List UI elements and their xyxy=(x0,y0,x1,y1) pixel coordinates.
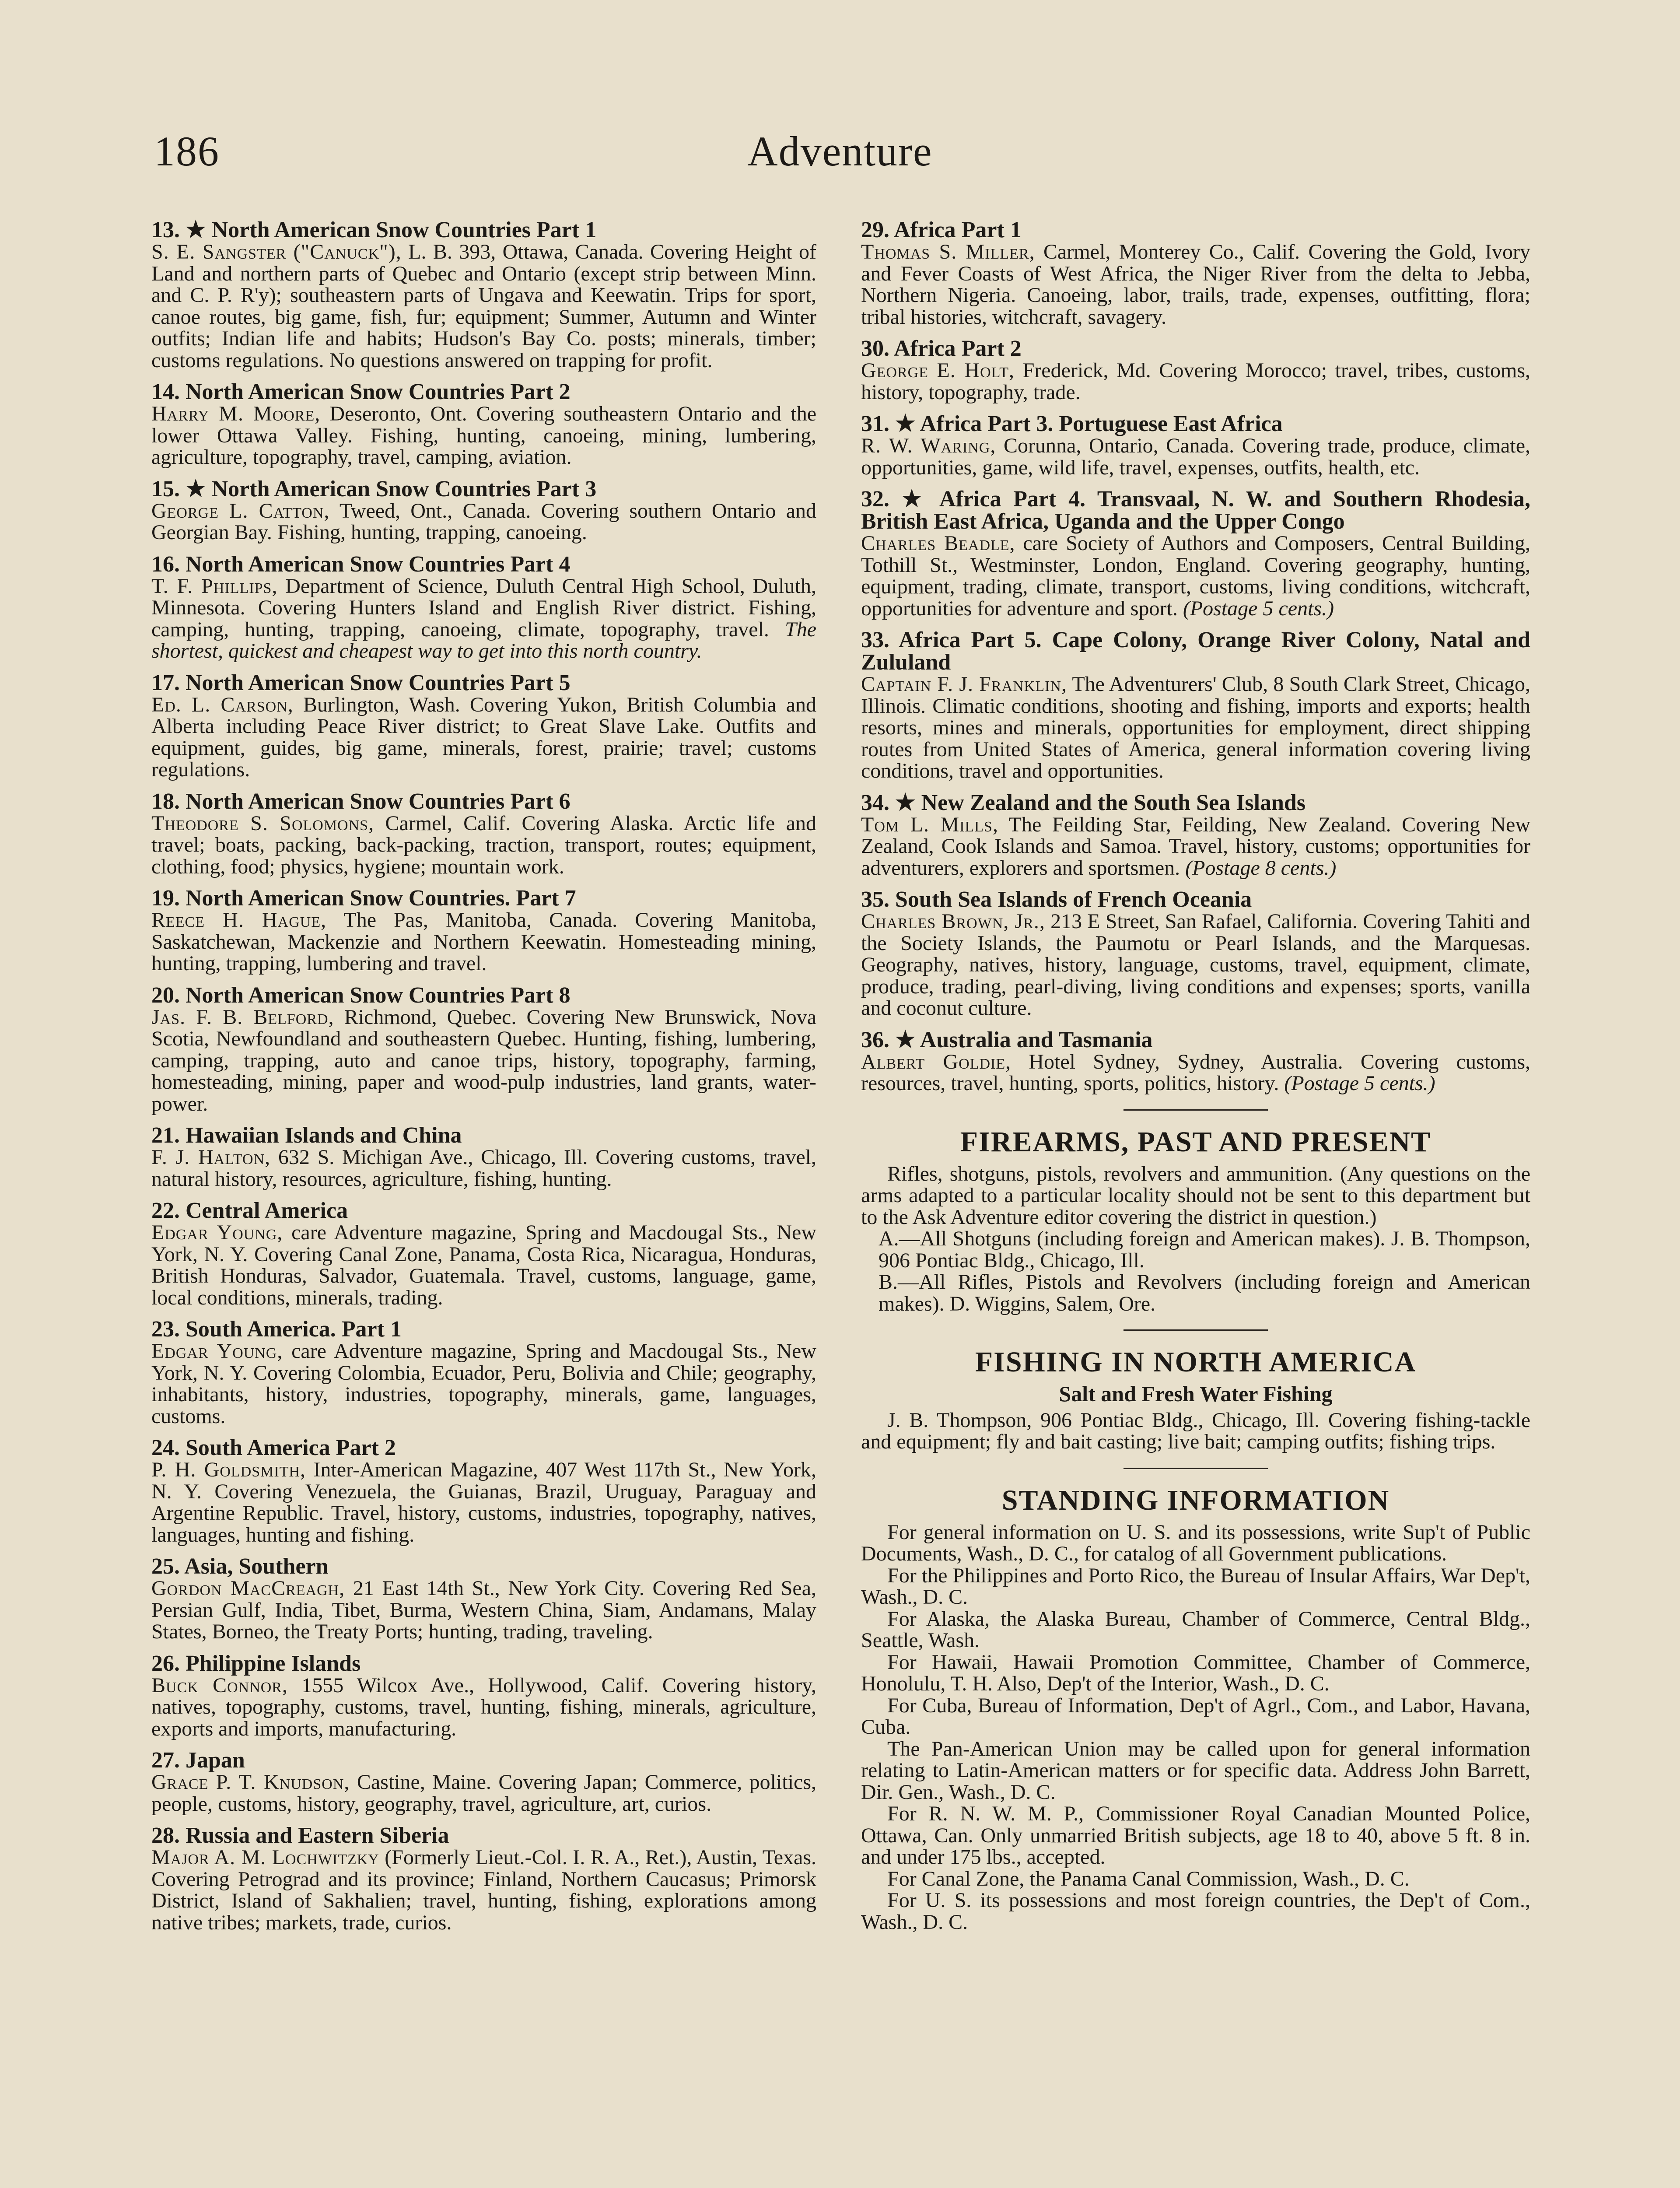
entry-number: 31. xyxy=(861,411,889,436)
divider-rule xyxy=(1124,1109,1268,1111)
standing-info-item: For Alaska, the Alaska Bureau, Chamber of Commerce, Central Bldg., Seattle, Wash. xyxy=(861,1607,1530,1652)
entry-heading: Africa Part 2 xyxy=(894,336,1022,361)
directory-entry xyxy=(861,219,1530,328)
entry-body xyxy=(151,1340,816,1427)
entry-italic-note: The shortest, quickest and cheapest way to get into this north country. xyxy=(151,617,817,663)
entry-heading: North American Snow Countries Part 6 xyxy=(186,789,570,814)
entry-title xyxy=(151,984,816,1006)
entry-heading: North American Snow Countries Part 4 xyxy=(186,551,570,577)
fishing-section xyxy=(861,1346,1530,1453)
entry-number: 19. xyxy=(151,886,180,911)
entry-number: 36. xyxy=(861,1027,889,1052)
firearms-heading: FIREARMS, PAST AND PRESENT xyxy=(960,1126,1432,1158)
entry-author: Harry M. Moore, xyxy=(151,402,321,425)
entry-body xyxy=(861,911,1530,1019)
entry-title xyxy=(861,219,1530,241)
firearms-item-a: A.—All Shotguns (including foreign and American makes). J. B. Thompson, 906 Pontiac Bldg., Chicago, Ill. xyxy=(878,1227,1530,1272)
standing-info-item: For general information on U. S. and its possessions, write Sup't of Public Documents, Wash., D. C., for catalog of all Government publications. xyxy=(861,1520,1530,1565)
entry-heading: Central America xyxy=(186,1198,348,1223)
entry-postage: (Postage 5 cents.) xyxy=(1284,1072,1435,1095)
entry-title xyxy=(151,1124,816,1147)
entry-text: L. B. 393, Ottawa, Canada. Covering Height of Land and northern parts of Quebec and Ontario (except strip between Minn. and C. P. R'y); southeastern parts of Ungava and Keewatin. Trips for sport, canoe routes, big game, fish, fur; equipment; Summer, Autumn and Winter outfits; Indian life and habits; Hudson's Bay Co. posts; minerals, timber; customs regulations. No questions answered on trapping for profit. xyxy=(151,240,816,372)
entry-title xyxy=(861,1029,1530,1051)
entry-heading: South America. Part 1 xyxy=(186,1317,402,1342)
entry-number: 25. xyxy=(151,1554,180,1579)
entry-text: (Formerly Lieut.-Col. I. R. A., Ret.), Austin, Texas. Covering Petrograd and its province; Finland, Northern Caucasus; Primorsk District, Island of Sakhalien; travel, hunting, fishing, explorations among native tribes; markets, trade, curios. xyxy=(151,1846,817,1934)
entry-title xyxy=(861,413,1530,435)
entry-author: Charles Brown, Jr., xyxy=(861,910,1045,933)
entry-heading: Africa Part 1 xyxy=(894,217,1022,242)
fishing-subheading: Salt and Fresh Water Fishing xyxy=(1059,1382,1333,1406)
right-column xyxy=(861,219,1530,1933)
entry-heading: Australia and Tasmania xyxy=(920,1027,1153,1052)
entry-number: 22. xyxy=(151,1198,180,1223)
directory-entry xyxy=(151,887,816,975)
entry-author: Edgar Young, xyxy=(151,1221,283,1244)
standing-info-item: For the Philippines and Porto Rico, the Bureau of Insular Affairs, War Dep't, Wash., D. C. xyxy=(861,1564,1530,1609)
entry-author: George L. Catton, xyxy=(151,499,330,522)
entry-number: 32. xyxy=(861,487,889,512)
entry-author: P. H. Goldsmith, xyxy=(151,1458,306,1481)
entry-text: Castine, Maine. Covering Japan; Commerce, politics, people, customs, history, geography, travel, agriculture, art, curios. xyxy=(151,1771,817,1816)
entry-author: Jas. F. B. Belford, xyxy=(151,1005,334,1029)
entry-heading: Philippine Islands xyxy=(186,1651,361,1676)
entry-title xyxy=(151,1555,816,1578)
entry-title xyxy=(151,1437,816,1459)
entry-heading: North American Snow Countries Part 3 xyxy=(211,476,597,501)
entry-heading: Japan xyxy=(186,1748,245,1773)
entry-body xyxy=(151,500,816,543)
entry-number: 13. xyxy=(151,217,180,242)
directory-entry xyxy=(861,629,1530,782)
entry-number: 20. xyxy=(151,982,180,1008)
directory-entry xyxy=(151,381,816,468)
entry-author: Tom L. Mills, xyxy=(861,813,998,836)
entry-heading: North American Snow Countries Part 1 xyxy=(211,217,597,242)
star-icon: ★ xyxy=(186,476,206,501)
entry-number: 26. xyxy=(151,1651,180,1676)
entry-author: F. J. Halton, xyxy=(151,1146,271,1169)
entry-title xyxy=(151,887,816,909)
entry-body xyxy=(151,1675,816,1740)
directory-entry xyxy=(861,1029,1530,1094)
entry-body xyxy=(861,241,1530,328)
entry-number: 18. xyxy=(151,789,180,814)
entry-text: Carmel, Calif. Covering Alaska. Arctic life and travel; boats, packing, back-packing, traction, transport, routes; equipment, clothing, food; physics, hygiene; mountain work. xyxy=(151,811,816,878)
standing-info-item: For Cuba, Bureau of Information, Dep't of Agrl., Com., and Labor, Havana, Cuba. xyxy=(861,1694,1530,1739)
entry-text: care Adventure magazine, Spring and Macdougal Sts., New York, N. Y. Covering Colombia, Ecuador, Peru, Bolivia and Chile; geography, inhabitants, history, industries, topography, minerals, game, languages, customs. xyxy=(151,1339,816,1428)
magazine-title: Adventure xyxy=(747,128,933,175)
entry-title xyxy=(861,888,1530,911)
firearms-item-b: B.—All Rifles, Pistols and Revolvers (including foreign and American makes). D. Wiggins, Salem, Ore. xyxy=(878,1270,1530,1315)
entry-title xyxy=(151,553,816,575)
left-column xyxy=(151,219,816,1943)
page-number: 186 xyxy=(154,128,220,175)
entry-body xyxy=(151,813,816,878)
directory-entry xyxy=(151,478,816,543)
entry-number: 33. xyxy=(861,628,889,652)
entry-text: Burlington, Wash. Covering Yukon, British Columbia and Alberta including Peace River district; to Great Slave Lake. Outfits and equipment, guides, big game, minerals, forest, prairie; travel; customs regulations. xyxy=(151,693,817,781)
entry-text: 21 East 14th St., New York City. Covering Red Sea, Persian Gulf, India, Tibet, Burma, Western China, Siam, Andamans, Malay States, Borneo, the Treaty Ports; hunting, trading, traveling. xyxy=(151,1577,816,1643)
standing-info-item: For R. N. W. M. P., Commissioner Royal Canadian Mounted Police, Ottawa, Can. Only unmarried British subjects, age 18 to 40, above 5 ft. 8 in. and under 175 lbs., accepted. xyxy=(861,1802,1530,1869)
entry-heading: Africa Part 3. Portuguese East Africa xyxy=(920,411,1283,436)
entry-body xyxy=(151,575,816,662)
entry-heading: South Sea Islands of French Oceania xyxy=(895,887,1252,912)
entry-text: Richmond, Quebec. Covering New Brunswick, Nova Scotia, Newfoundland and southeastern Quebec. Hunting, fishing, lumbering, camping, trapping, auto and canoe trips, history, topography, farming, homesteading, mining, paper and wood-pulp industries, land grants, water-power. xyxy=(151,1005,817,1115)
entry-author: S. E. Sangster ("Canuck"), xyxy=(151,240,402,263)
entry-text: 213 E Street, San Rafael, California. Covering Tahiti and the Society Islands, the Paumotu or Pearl Islands, and the Marquesas. Geography, natives, history, language, customs, travel, equipment, climate, produce, trading, pearl-diving, living conditions and expenses; sports, vanilla and coconut culture. xyxy=(861,910,1531,1020)
directory-entry xyxy=(861,488,1530,619)
entry-title xyxy=(861,337,1530,360)
entry-text: 632 S. Michigan Ave., Chicago, Ill. Covering customs, travel, natural history, resources, agriculture, fishing, hunting. xyxy=(151,1146,816,1191)
entry-body xyxy=(151,1771,816,1815)
entry-number: 30. xyxy=(861,336,889,361)
directory-entry xyxy=(861,337,1530,403)
entry-author: Ed. L. Carson, xyxy=(151,693,294,716)
entry-heading: South America Part 2 xyxy=(186,1435,396,1460)
directory-entry xyxy=(151,672,816,781)
entry-body xyxy=(861,360,1530,403)
entry-title xyxy=(151,219,816,241)
entry-number: 21. xyxy=(151,1123,180,1148)
directory-entry xyxy=(151,1437,816,1546)
entry-body xyxy=(151,1578,816,1643)
entry-title xyxy=(861,488,1530,533)
entry-body xyxy=(151,1847,816,1933)
entry-body xyxy=(151,1147,816,1190)
entry-body xyxy=(151,1006,816,1115)
entry-text: Corunna, Ontario, Canada. Covering trade, produce, climate, opportunities, game, wild life, travel, expenses, outfits, health, etc. xyxy=(861,434,1531,479)
entry-number: 15. xyxy=(151,476,180,501)
directory-entry xyxy=(151,1652,816,1740)
standing-info-list xyxy=(861,1522,1530,1933)
entry-heading: Africa Part 5. Cape Colony, Orange River Colony, Natal and Zululand xyxy=(861,628,1530,675)
entry-author: R. W. Waring, xyxy=(861,434,996,457)
entry-number: 17. xyxy=(151,670,180,695)
entry-body xyxy=(861,673,1530,782)
entry-title xyxy=(861,792,1530,814)
directory-entry xyxy=(151,1199,816,1308)
entry-body xyxy=(151,1222,816,1308)
entry-title xyxy=(151,1199,816,1222)
entry-author: Major A. M. Lochwitzky xyxy=(151,1846,379,1869)
entry-body xyxy=(151,694,816,781)
entry-author: Buck Connor, xyxy=(151,1673,288,1697)
entry-heading: Asia, Southern xyxy=(184,1554,329,1579)
directory-entry xyxy=(151,1824,816,1933)
entry-postage: (Postage 5 cents.) xyxy=(1183,596,1334,620)
entry-number: 34. xyxy=(861,790,889,815)
entry-text: Tweed, Ont., Canada. Covering southern Ontario and Georgian Bay. Fishing, hunting, trapping, canoeing. xyxy=(151,499,817,544)
entry-body xyxy=(861,1051,1530,1094)
divider-rule xyxy=(1124,1329,1268,1331)
entry-body xyxy=(151,1459,816,1546)
entry-body xyxy=(151,403,816,468)
entry-title xyxy=(861,629,1530,673)
entry-text: The Adventurers' Club, 8 South Clark Street, Chicago, Illinois. Climatic conditions, shooting and fishing, imports and exports; health resorts, mines and minerals, opportunities for employment, direct shipping routes from United States of America, general information covering living conditions, travel and opportunities. xyxy=(861,673,1531,782)
entry-number: 24. xyxy=(151,1435,180,1460)
directory-entry xyxy=(151,1124,816,1190)
entry-title xyxy=(151,672,816,694)
entry-body xyxy=(861,533,1530,619)
entry-title xyxy=(151,790,816,813)
directory-entry xyxy=(861,792,1530,879)
directory-entry xyxy=(151,553,816,662)
entry-heading: New Zealand and the South Sea Islands xyxy=(921,790,1306,815)
entry-number: 29. xyxy=(861,217,889,242)
right-entries xyxy=(861,219,1530,1094)
entry-body xyxy=(151,241,816,371)
entry-text: The Pas, Manitoba, Canada. Covering Manitoba, Saskatchewan, Mackenzie and Northern Keewatin. Homesteading mining, hunting, trapping, lumbering and travel. xyxy=(151,908,816,975)
entry-text: Deseronto, Ont. Covering southeastern Ontario and the lower Ottawa Valley. Fishing, hunting, canoeing, mining, lumbering, agriculture, topography, travel, camping, aviation. xyxy=(151,402,816,469)
star-icon: ★ xyxy=(895,411,916,436)
entry-title xyxy=(151,1318,816,1340)
entry-text: care Adventure magazine, Spring and Macdougal Sts., New York, N. Y. Covering Canal Zone, Panama, Costa Rica, Nicaragua, Honduras, British Honduras, Salvador, Guatemala. Travel, customs, language, game, local conditions, minerals, trading. xyxy=(151,1221,816,1309)
entry-text: Carmel, Monterey Co., Calif. Covering the Gold, Ivory and Fever Coasts of West Africa, the Niger River from the delta to Jebba, Northern Nigeria. Canoeing, labor, trails, trade, expenses, outfitting, flora; tribal histories, witchcraft, savagery. xyxy=(861,240,1530,329)
standing-info-heading: STANDING INFORMATION xyxy=(1001,1484,1390,1516)
entry-heading: North American Snow Countries Part 8 xyxy=(186,982,570,1008)
directory-entry xyxy=(151,790,816,878)
entry-title xyxy=(151,478,816,500)
entry-heading: Russia and Eastern Siberia xyxy=(186,1823,449,1848)
entry-body xyxy=(861,435,1530,478)
entry-author: Edgar Young, xyxy=(151,1339,283,1363)
entry-number: 23. xyxy=(151,1317,180,1342)
entry-author: Charles Beadle, xyxy=(861,532,1015,555)
star-icon: ★ xyxy=(186,217,206,242)
entry-body xyxy=(861,814,1530,879)
standing-info-item: The Pan-American Union may be called upon for general information relating to Latin-American matters or for specific data. Address John Barrett, Dir. Gen., Wash., D. C. xyxy=(861,1737,1530,1804)
entry-author: Reece H. Hague, xyxy=(151,908,327,932)
firearms-intro: Rifles, shotguns, pistols, revolvers and ammunition. (Any questions on the arms adapted to a particular locality should not be sent to this department but to the Ask Adventure editor covering the district in question.) xyxy=(861,1162,1530,1229)
star-icon: ★ xyxy=(895,1027,916,1052)
standing-info-section xyxy=(861,1485,1530,1933)
fishing-heading: FISHING IN NORTH AMERICA xyxy=(975,1346,1417,1378)
star-icon: ★ xyxy=(895,790,916,815)
entry-text: Hotel Sydney, Sydney, Australia. Covering customs, resources, travel, hunting, sports, politics, history. xyxy=(861,1050,1531,1095)
entry-heading: North American Snow Countries. Part 7 xyxy=(186,886,576,911)
entry-author: George E. Holt, xyxy=(861,359,1015,382)
entry-text: care Society of Authors and Composers, Central Building, Tothill St., Westminster, London, England. Covering geography, hunting, equipment, trading, climate, transport, customs, living conditions, witchcraft, opportunities for adventure and sport. xyxy=(861,532,1530,620)
entry-author: Captain F. J. Franklin, xyxy=(861,673,1067,696)
entry-text: Frederick, Md. Covering Morocco; travel, tribes, customs, history, topography, trade. xyxy=(861,359,1530,404)
directory-entry xyxy=(151,1318,816,1427)
entry-author: T. F. Phillips, xyxy=(151,574,278,598)
entry-author: Albert Goldie, xyxy=(861,1050,1012,1073)
entry-title xyxy=(151,1749,816,1771)
fishing-body: J. B. Thompson, 906 Pontiac Bldg., Chicago, Ill. Covering fishing-tackle and equipment; fly and bait casting; live bait; camping outfits; fishing trips. xyxy=(861,1408,1530,1453)
entry-author: Thomas S. Miller, xyxy=(861,240,1035,263)
entry-title xyxy=(151,381,816,403)
star-icon: ★ xyxy=(901,487,929,512)
entry-body xyxy=(151,909,816,975)
standing-info-item: For Hawaii, Hawaii Promotion Committee, Chamber of Commerce, Honolulu, T. H. Also, Dep't of the Interior, Wash., D. C. xyxy=(861,1650,1530,1695)
entry-author: Theodore S. Solomons, xyxy=(151,811,374,835)
directory-entry xyxy=(151,219,816,371)
standing-info-item: For U. S. its possessions and most foreign countries, the Dep't of Com., Wash., D. C. xyxy=(861,1889,1530,1934)
entry-title xyxy=(151,1824,816,1847)
firearms-section xyxy=(861,1126,1530,1315)
entry-heading: North American Snow Countries Part 2 xyxy=(186,379,570,404)
directory-entry xyxy=(151,1749,816,1815)
standing-info-item: For Canal Zone, the Panama Canal Commission, Wash., D. C. xyxy=(887,1867,1410,1890)
entry-text: Department of Science, Duluth Central High School, Duluth, Minnesota. Covering Hunters Island and English River district. Fishing, camping, hunting, trapping, canoeing, climate, topography, travel. xyxy=(151,574,817,641)
entry-number: 27. xyxy=(151,1748,180,1773)
entry-heading: North American Snow Countries Part 5 xyxy=(186,670,570,695)
entry-author: Gordon MacCreagh, xyxy=(151,1577,345,1600)
directory-entry xyxy=(861,888,1530,1019)
entry-number: 28. xyxy=(151,1823,180,1848)
directory-entry xyxy=(861,413,1530,478)
entry-author: Grace P. T. Knudson, xyxy=(151,1771,350,1794)
directory-entry xyxy=(151,1555,816,1643)
entry-postage: (Postage 8 cents.) xyxy=(1185,856,1337,880)
entry-heading: Africa Part 4. Transvaal, N. W. and Southern Rhodesia, British East Africa, Uganda and the Upper Congo xyxy=(861,487,1531,534)
entry-text: The Feilding Star, Feilding, New Zealand. Covering New Zealand, Cook Islands and Samoa. Travel, history, customs; opportunities for adventurers, explorers and sportsmen. xyxy=(861,813,1530,880)
entry-number: 14. xyxy=(151,379,180,404)
directory-entry xyxy=(151,984,816,1115)
entry-text: Inter-American Magazine, 407 West 117th St., New York, N. Y. Covering Venezuela, the Guianas, Brazil, Uruguay, Paraguay and Argentine Republic. Travel, history, customs, industries, topography, natives, languages, hunting and fishing. xyxy=(151,1458,817,1546)
entry-number: 16. xyxy=(151,551,180,577)
entry-title xyxy=(151,1652,816,1675)
entry-heading: Hawaiian Islands and China xyxy=(186,1123,462,1148)
divider-rule xyxy=(1124,1468,1268,1469)
entry-number: 35. xyxy=(861,887,889,912)
entry-text: 1555 Wilcox Ave., Hollywood, Calif. Covering history, natives, topography, customs, travel, hunting, fishing, minerals, agriculture, exports and imports, manufacturing. xyxy=(151,1673,816,1740)
